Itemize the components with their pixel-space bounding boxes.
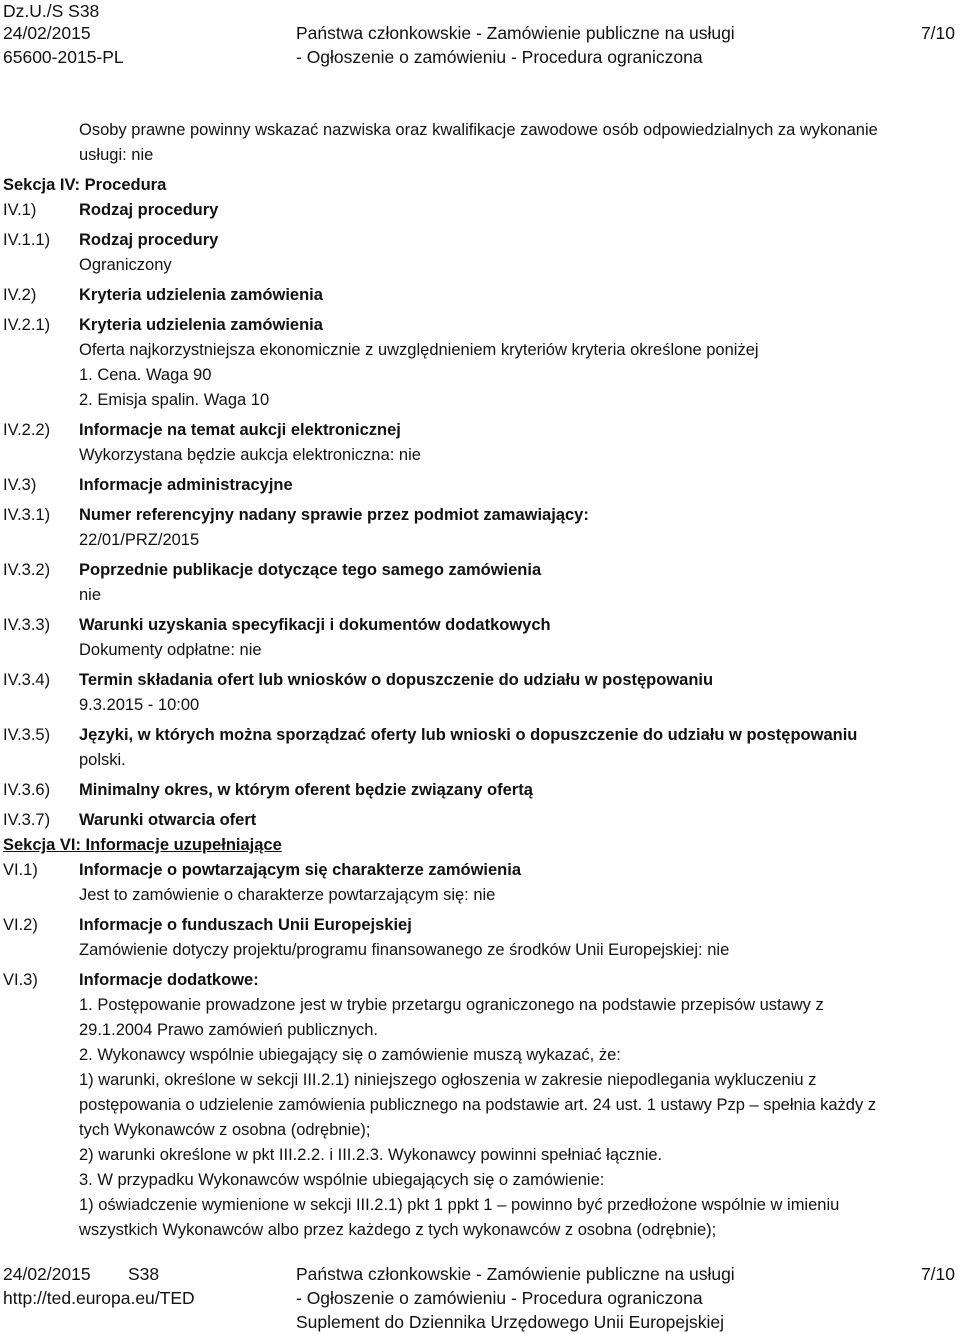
- document-body: [0, 118, 960, 1243]
- item-vi1: [0, 858, 960, 908]
- item-value: Zamówienie dotyczy projektu/programu finansowanego ze środków Unii Europejskiej: nie: [79, 941, 730, 959]
- additional-info-line: postępowania o udzielenie zamówienia publicznego na podstawie art. 24 ust. 1 ustawy Pzp – spełnia każdy z: [79, 1096, 877, 1114]
- document-id: 65600-2015-PL: [3, 47, 124, 67]
- item-iv34: [0, 668, 960, 718]
- item-iv21: [0, 313, 960, 413]
- item-iv3: [0, 473, 960, 498]
- item-iv35: [0, 723, 960, 773]
- item-title: Termin składania ofert lub wniosków o dopuszczenie do udziału w postępowaniu: [79, 671, 714, 689]
- item-value: 22/01/PRZ/2015: [79, 531, 200, 549]
- item-number: IV.3.1): [3, 506, 51, 524]
- item-title: Warunki otwarcia ofert: [79, 811, 257, 829]
- item-number: IV.2.1): [3, 316, 51, 334]
- additional-info-line: 2) warunki określone w pkt III.2.2. i III.2.3. Wykonawcy powinni spełniać łącznie.: [79, 1146, 663, 1164]
- item-number: IV.3.7): [3, 811, 51, 829]
- section-vi-title: Sekcja VI: Informacje uzupełniające: [3, 836, 282, 854]
- item-value: polski.: [79, 751, 126, 769]
- item-iv37: [0, 808, 960, 833]
- additional-info-line: 29.1.2004 Prawo zamówień publicznych.: [79, 1021, 379, 1039]
- item-value: Ograniczony: [79, 256, 172, 274]
- item-iv31: [0, 503, 960, 553]
- item-title: Numer referencyjny nadany sprawie przez podmiot zamawiający:: [79, 506, 589, 524]
- header-date: 24/02/2015: [3, 23, 91, 43]
- item-value: 2. Emisja spalin. Waga 10: [79, 391, 270, 409]
- item-value: Dokumenty odpłatne: nie: [79, 641, 262, 659]
- item-number: IV.2): [3, 286, 37, 304]
- section-iv-title: Sekcja IV: Procedura: [3, 176, 167, 194]
- item-value: Oferta najkorzystniejsza ekonomicznie z uwzględnieniem kryteriów kryteria określone poniżej: [79, 341, 759, 359]
- item-iv1: [0, 198, 960, 223]
- header-title-line1: Państwa członkowskie - Zamówienie publiczne na usługi: [296, 23, 735, 43]
- intro-block: [0, 118, 960, 168]
- item-title: Poprzednie publikacje dotyczące tego samego zamówienia: [79, 561, 542, 579]
- footer-series: S38: [128, 1264, 160, 1284]
- item-number: VI.2): [3, 916, 38, 934]
- item-title: Rodzaj procedury: [79, 201, 219, 219]
- item-iv22: [0, 418, 960, 468]
- item-iv33: [0, 613, 960, 663]
- item-vi3: [0, 968, 960, 1243]
- item-iv32: [0, 558, 960, 608]
- item-number: IV.1.1): [3, 231, 51, 249]
- additional-info-line: 3. W przypadku Wykonawców wspólnie ubiegających się o zamówienie:: [79, 1171, 605, 1189]
- item-number: IV.2.2): [3, 421, 51, 439]
- item-title: Języki, w których można sporządzać oferty lub wnioski o dopuszczenie do udziału w postępowaniu: [79, 726, 858, 744]
- page-header: [0, 0, 960, 80]
- item-title: Warunki uzyskania specyfikacji i dokumentów dodatkowych: [79, 616, 551, 634]
- item-title: Informacje o powtarzającym się charakterze zamówienia: [79, 861, 522, 879]
- item-number: VI.1): [3, 861, 38, 879]
- item-number: IV.3.2): [3, 561, 51, 579]
- item-number: IV.3.6): [3, 781, 51, 799]
- item-title: Minimalny okres, w którym oferent będzie związany ofertą: [79, 781, 533, 799]
- item-title: Informacje administracyjne: [79, 476, 293, 494]
- additional-info-line: 1. Postępowanie prowadzone jest w trybie przetargu ograniczonego na podstawie przepisów ustawy z: [79, 996, 824, 1014]
- item-number: VI.3): [3, 971, 38, 989]
- item-value: 9.3.2015 - 10:00: [79, 696, 200, 714]
- intro-text-line2: usługi: nie: [79, 146, 154, 164]
- item-number: IV.3): [3, 476, 37, 494]
- item-title: Kryteria udzielenia zamówienia: [79, 316, 323, 334]
- additional-info-line: 1) oświadczenie wymienione w sekcji III.2.1) pkt 1 ppkt 1 – powinno być przedłożone wspólnie w imieniu: [79, 1196, 840, 1214]
- header-page-number: 7/10: [920, 23, 955, 43]
- item-title: Rodzaj procedury: [79, 231, 219, 249]
- additional-info-line: 2. Wykonawcy wspólnie ubiegający się o zamówienie muszą wykazać, że:: [79, 1046, 621, 1064]
- journal-ref: Dz.U./S S38: [3, 1, 100, 21]
- item-number: IV.3.4): [3, 671, 51, 689]
- footer-title-line1: Państwa członkowskie - Zamówienie publiczne na usługi: [296, 1264, 735, 1284]
- header-title-line2: - Ogłoszenie o zamówieniu - Procedura ograniczona: [296, 47, 703, 67]
- additional-info-line: wszystkich Wykonawców albo przez każdego z tych wykonawców z osobna (odrębnie);: [79, 1221, 717, 1239]
- item-number: IV.3.3): [3, 616, 51, 634]
- item-iv11: [0, 228, 960, 278]
- item-value: Jest to zamówienie o charakterze powtarzającym się: nie: [79, 886, 496, 904]
- item-iv36: [0, 778, 960, 803]
- item-number: IV.1): [3, 201, 37, 219]
- item-value: 1. Cena. Waga 90: [79, 366, 212, 384]
- additional-info-line: tych Wykonawców z osobna (odrębnie);: [79, 1121, 371, 1139]
- item-number: IV.3.5): [3, 726, 51, 744]
- footer-url: http://ted.europa.eu/TED: [3, 1288, 195, 1308]
- footer-date: 24/02/2015: [3, 1264, 91, 1284]
- item-value: nie: [79, 586, 102, 604]
- item-iv2: [0, 283, 960, 308]
- item-title: Informacje o funduszach Unii Europejskiej: [79, 916, 412, 934]
- item-title: Informacje dodatkowe:: [79, 971, 259, 989]
- footer-title-line3: Suplement do Dziennika Urzędowego Unii Europejskiej: [296, 1312, 725, 1332]
- item-title: Informacje na temat aukcji elektronicznej: [79, 421, 401, 439]
- item-title: Kryteria udzielenia zamówienia: [79, 286, 323, 304]
- footer-title-line2: - Ogłoszenie o zamówieniu - Procedura ograniczona: [296, 1288, 703, 1308]
- item-vi2: [0, 913, 960, 963]
- footer-page-number: 7/10: [920, 1264, 955, 1284]
- additional-info-line: 1) warunki, określone w sekcji III.2.1) niniejszego ogłoszenia w zakresie niepodlegania wykluczeniu z: [79, 1071, 817, 1089]
- item-value: Wykorzystana będzie aukcja elektroniczna: nie: [79, 446, 421, 464]
- intro-text-line1: Osoby prawne powinny wskazać nazwiska oraz kwalifikacje zawodowe osób odpowiedzialnych za wykonanie: [79, 121, 878, 139]
